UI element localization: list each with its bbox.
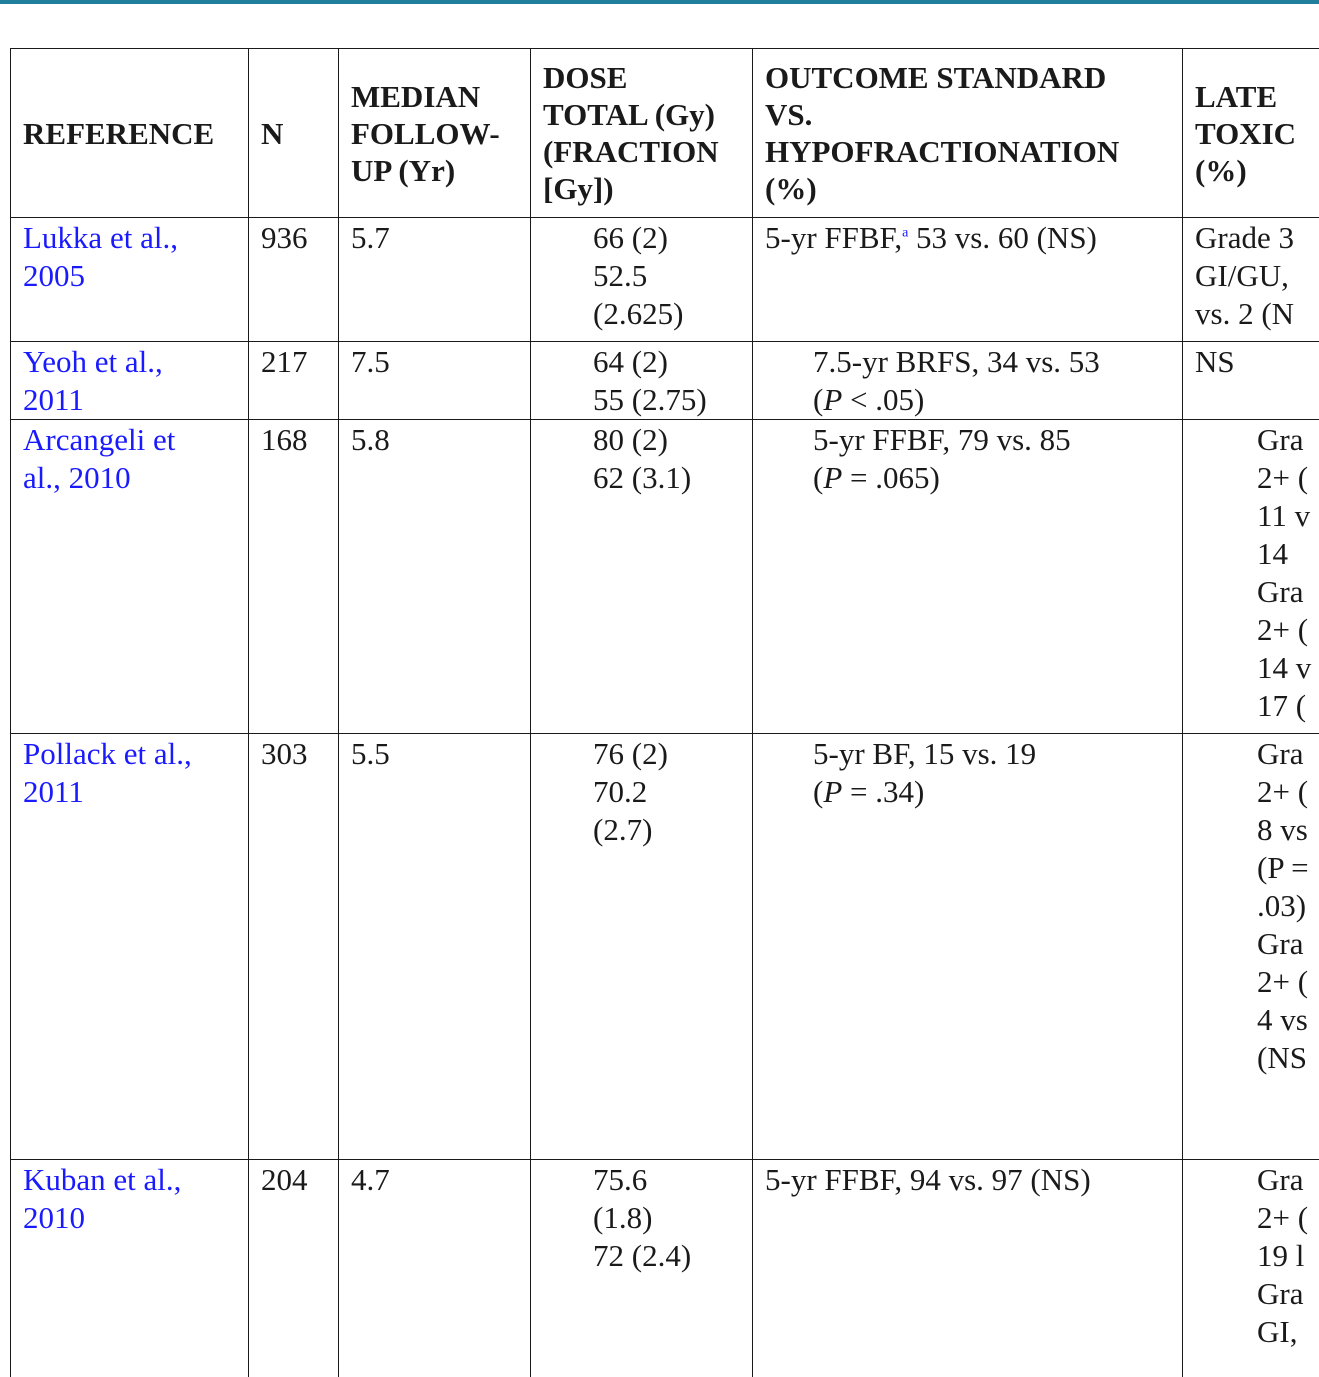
outcome-cell: 5-yr FFBF,$^a$ 53 vs. 60 (NS) <box>753 218 1183 342</box>
header-dose: DOSE TOTAL (Gy) (FRACTION [Gy]) <box>531 49 753 218</box>
followup-cell: 7.5 <box>339 342 531 420</box>
followup-cell: 5.5 <box>339 734 531 1160</box>
dose-cell: 64 (2) 55 (2.75) <box>531 342 753 420</box>
dose-cell: 75.6 (1.8) 72 (2.4) <box>531 1160 753 1377</box>
toxicity-cell: Grade 3 GI/GU, vs. 2 (N <box>1183 218 1319 342</box>
reference-cell[interactable] <box>11 420 249 734</box>
header-n: N <box>249 49 339 218</box>
header-median-followup: MEDIAN FOLLOW- UP (Yr) <box>339 49 531 218</box>
table-row <box>11 218 1319 342</box>
outcome-cell: 7.5-yr BRFS, 34 vs. 53 (P < .05) <box>753 342 1183 420</box>
header-late-toxicity: LATE TOXIC (%) <box>1183 49 1319 218</box>
table-row <box>11 734 1319 1160</box>
header-reference: REFERENCE <box>11 49 249 218</box>
footnote-a-link[interactable]: a <box>902 225 909 241</box>
hypofractionation-trials-table <box>10 48 1319 1377</box>
table-row <box>11 342 1319 420</box>
outcome-cell: 5-yr FFBF, 79 vs. 85 (P = .065) <box>753 420 1183 734</box>
followup-cell: 5.8 <box>339 420 531 734</box>
reference-link-lukka[interactable]: Lukka et al., 2005 <box>23 220 178 293</box>
header-row <box>11 49 1319 218</box>
n-cell: 168 <box>249 420 339 734</box>
top-accent-rule <box>0 0 1319 4</box>
dose-cell: 66 (2) 52.5 (2.625) <box>531 218 753 342</box>
reference-link-pollack[interactable]: Pollack et al., 2011 <box>23 736 192 809</box>
toxicity-cell: Gra 2+ ( 11 v 14 Gra 2+ ( 14 v 17 ( <box>1183 420 1319 734</box>
toxicity-cell: Gra 2+ ( 8 vs (P = .03) Gra 2+ ( 4 vs (NS <box>1183 734 1319 1160</box>
header-outcome: OUTCOME STANDARD VS. HYPOFRACTIONATION (%) <box>753 49 1183 218</box>
toxicity-cell: NS <box>1183 342 1319 420</box>
n-cell: 303 <box>249 734 339 1160</box>
table-row <box>11 1160 1319 1377</box>
followup-cell: 5.7 <box>339 218 531 342</box>
reference-cell[interactable] <box>11 734 249 1160</box>
n-cell: 936 <box>249 218 339 342</box>
reference-cell[interactable] <box>11 218 249 342</box>
toxicity-cell: Gra 2+ ( 19 l Gra GI, <box>1183 1160 1319 1377</box>
reference-link-arcangeli[interactable]: Arcangeli et al., 2010 <box>23 422 176 495</box>
reference-link-yeoh[interactable]: Yeoh et al., 2011 <box>23 344 163 417</box>
n-cell: 217 <box>249 342 339 420</box>
table-row <box>11 420 1319 734</box>
outcome-cell: 5-yr FFBF, 94 vs. 97 (NS) <box>753 1160 1183 1377</box>
reference-link-kuban[interactable]: Kuban et al., 2010 <box>23 1162 182 1235</box>
reference-cell[interactable] <box>11 1160 249 1377</box>
followup-cell: 4.7 <box>339 1160 531 1377</box>
outcome-cell: 5-yr BF, 15 vs. 19 (P = .34) <box>753 734 1183 1160</box>
dose-cell: 76 (2) 70.2 (2.7) <box>531 734 753 1160</box>
reference-cell[interactable] <box>11 342 249 420</box>
dose-cell: 80 (2) 62 (3.1) <box>531 420 753 734</box>
hypofractionation-table-container[interactable] <box>10 48 1319 1377</box>
n-cell: 204 <box>249 1160 339 1377</box>
